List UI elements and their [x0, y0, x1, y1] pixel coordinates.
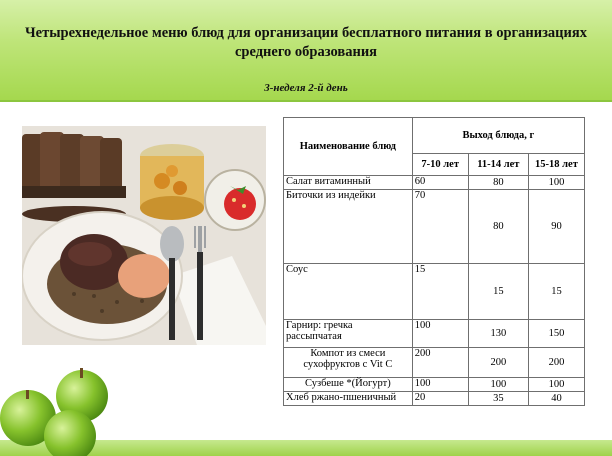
value-15-18: 100 [528, 176, 584, 190]
table-row [284, 378, 585, 392]
value-11-14: 80 [468, 176, 528, 190]
value-7-10: 200 [412, 348, 468, 378]
table-row [284, 320, 585, 348]
dish-name: Салат витаминный [284, 176, 413, 190]
table-row [284, 176, 585, 190]
yogurt-cup [205, 170, 265, 230]
value-15-18: 90 [528, 190, 584, 264]
meal-photo [22, 126, 266, 345]
dish-name: Соус [284, 264, 413, 320]
header-age-11-14: 11-14 лет [468, 154, 528, 176]
header-age-7-10: 7-10 лет [412, 154, 468, 176]
value-15-18: 200 [528, 348, 584, 378]
value-7-10: 100 [412, 378, 468, 392]
green-apples-decoration [0, 362, 120, 456]
dish-name: Биточки из индейки [284, 190, 413, 264]
value-11-14: 100 [468, 378, 528, 392]
table-row [284, 190, 585, 264]
dish-name: Хлеб ржано-пшеничный [284, 392, 413, 406]
dish-name: Компот из смеси сухофруктов с Vit C [284, 348, 413, 378]
header-dish-name: Наименование блюд [284, 118, 413, 176]
value-11-14: 200 [468, 348, 528, 378]
header-output: Выход блюда, г [412, 118, 584, 154]
value-7-10: 100 [412, 320, 468, 348]
value-15-18: 100 [528, 378, 584, 392]
value-11-14: 80 [468, 190, 528, 264]
value-11-14: 130 [468, 320, 528, 348]
bread-slices [22, 132, 126, 198]
value-7-10: 60 [412, 176, 468, 190]
value-15-18: 40 [528, 392, 584, 406]
header-age-15-18: 15-18 лет [528, 154, 584, 176]
value-7-10: 15 [412, 264, 468, 320]
dish-name: Сузбеше *(Йогурт) [284, 378, 413, 392]
slide-subtitle: 3-неделя 2-й день [264, 82, 348, 94]
value-7-10: 70 [412, 190, 468, 264]
value-11-14: 15 [468, 264, 528, 320]
value-11-14: 35 [468, 392, 528, 406]
table-row [284, 392, 585, 406]
value-15-18: 15 [528, 264, 584, 320]
table-row [284, 264, 585, 320]
table-row [284, 348, 585, 378]
slide-title: Четырехнедельное меню блюд для организации бесплатного питания в организациях среднего образования [25, 25, 587, 60]
menu-table [283, 117, 585, 406]
value-15-18: 150 [528, 320, 584, 348]
dish-name: Гарнир: гречка рассыпчатая [284, 320, 413, 348]
value-7-10: 20 [412, 392, 468, 406]
compote-glass [140, 144, 204, 220]
